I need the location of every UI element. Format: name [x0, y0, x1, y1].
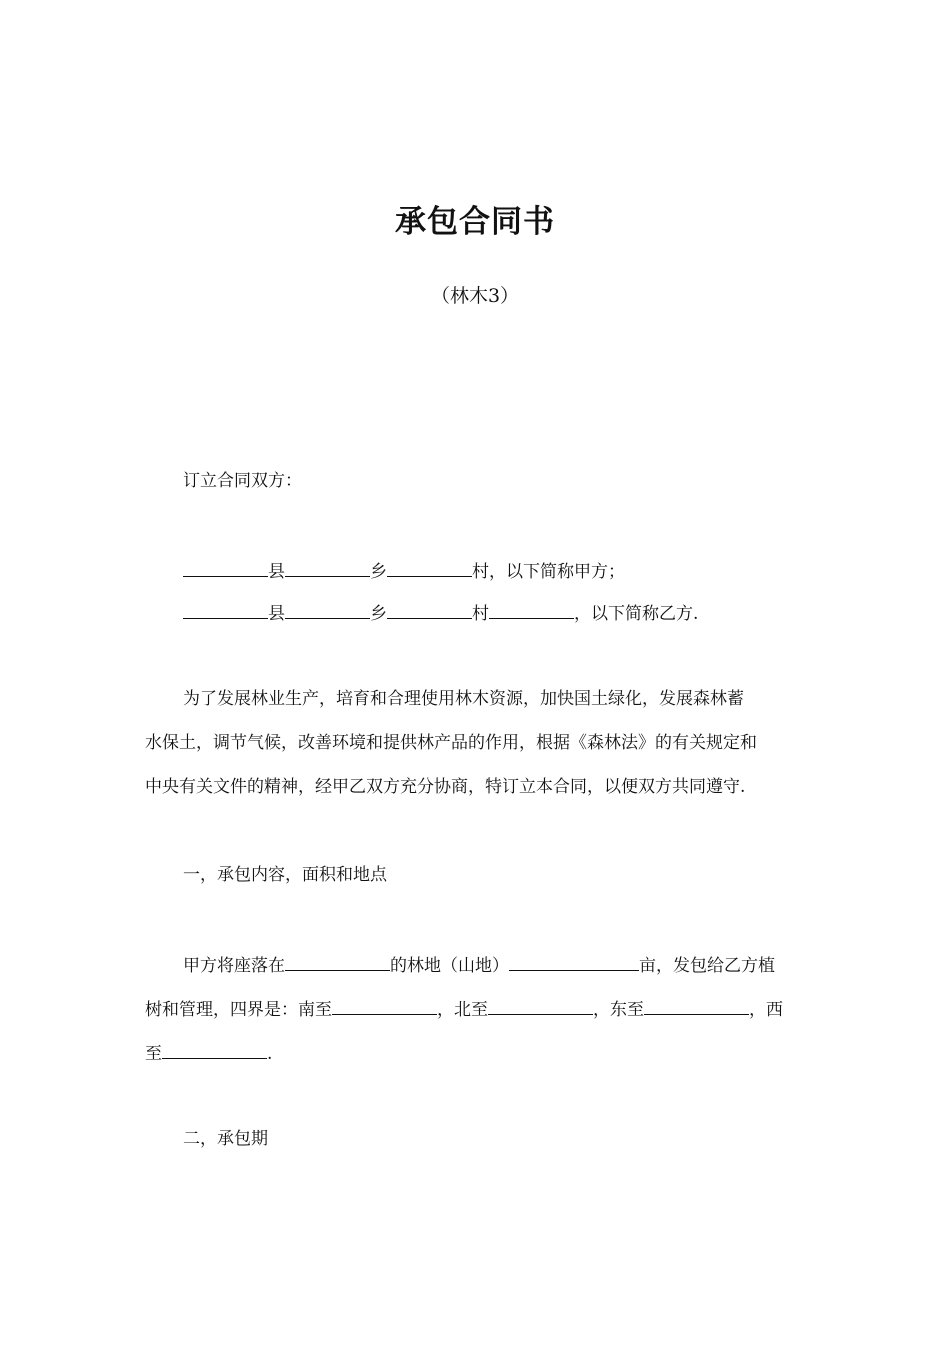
party-b-county-label: 县	[268, 604, 285, 624]
party-b-township-blank[interactable]	[285, 600, 370, 619]
party-a-village-blank[interactable]	[387, 558, 472, 577]
party-b-township-label: 乡	[370, 604, 387, 624]
section1-text-a: 甲方将座落在	[183, 956, 285, 976]
party-a-line	[183, 558, 848, 583]
party-a-county-label: 县	[268, 562, 285, 582]
boundary-north-label: ，北至	[437, 1000, 488, 1020]
boundary-east-label: ，东至	[593, 1000, 644, 1020]
parties-heading: 订立合同双方：	[183, 471, 302, 491]
party-a-county-blank[interactable]	[183, 558, 268, 577]
document-title: 承包合同书	[395, 204, 555, 240]
section1-text-b: 的林地（山地）	[390, 956, 509, 976]
area-blank[interactable]	[509, 952, 639, 971]
party-a-township-blank[interactable]	[285, 558, 370, 577]
preamble-line-1: 为了发展林业生产，培育和合理使用林木资源，加快国土绿化，发展森林蓄	[183, 689, 744, 709]
section1-period: .	[267, 1044, 273, 1064]
party-b-line	[183, 600, 848, 625]
party-b-village-blank[interactable]	[387, 600, 472, 619]
north-boundary-blank[interactable]	[488, 996, 593, 1015]
east-boundary-blank[interactable]	[644, 996, 749, 1015]
preamble-line-2: 水保土，调节气候，改善环境和提供林产品的作用，根据《森林法》的有关规定和	[145, 733, 757, 753]
section2-heading: 二，承包期	[183, 1129, 268, 1149]
section1-para-line-1	[183, 952, 848, 977]
preamble-line-3: 中央有关文件的精神，经甲乙双方充分协商，特订立本合同，以便双方共同遵守.	[145, 777, 746, 797]
party-a-township-label: 乡	[370, 562, 387, 582]
section1-heading: 一，承包内容，面积和地点	[183, 865, 387, 885]
location-blank[interactable]	[285, 952, 390, 971]
party-b-suffix: ，以下简称乙方.	[574, 604, 699, 624]
section1-para-line-2	[145, 996, 810, 1021]
party-b-county-blank[interactable]	[183, 600, 268, 619]
west-boundary-blank[interactable]	[162, 1040, 267, 1059]
boundary-south-label: 树和管理，四界是：南至	[145, 1000, 332, 1020]
document-subtitle: （林木3）	[430, 285, 520, 307]
boundary-west-label: ，西	[749, 1000, 783, 1020]
section1-text-c: 亩，发包给乙方植	[639, 956, 775, 976]
party-b-name-blank[interactable]	[489, 600, 574, 619]
party-b-village-label: 村	[472, 604, 489, 624]
party-a-village-label: 村，以下简称甲方；	[472, 562, 625, 582]
section1-para-line-3	[145, 1040, 810, 1065]
south-boundary-blank[interactable]	[332, 996, 437, 1015]
boundary-west-label-end: 至	[145, 1044, 162, 1064]
